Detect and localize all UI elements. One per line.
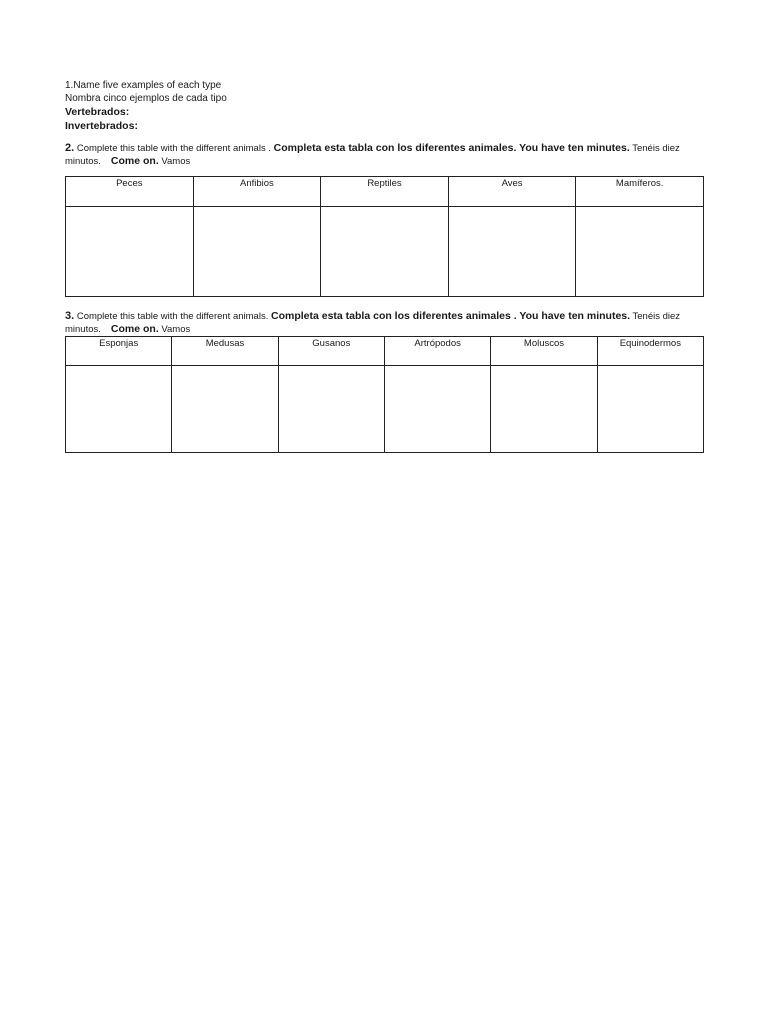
q2-number: 2.: [65, 142, 75, 154]
q1-instruction-es: Nombra cinco ejemplos de cada tipo: [65, 93, 227, 104]
header-esponjas: Esponjas: [66, 337, 172, 366]
q3-es-time: Tenéis diez: [630, 311, 681, 322]
q2-vamos: Vamos: [158, 156, 191, 167]
answer-cell-anfibios[interactable]: [193, 207, 321, 297]
answer-cell-artropodos[interactable]: [384, 366, 490, 453]
header-anfibios: Anfibios: [193, 177, 321, 207]
invertebrados-label: Invertebrados:: [65, 120, 138, 132]
q1-instruction-en: 1.Name five examples of each type: [65, 80, 222, 91]
q2-come-on: Come on.: [110, 155, 159, 167]
q3-en-prompt: Complete this table with the different animals.: [74, 311, 271, 322]
q2-line-1: [65, 142, 705, 155]
header-aves: Aves: [448, 177, 576, 207]
answer-cell-medusas[interactable]: [172, 366, 278, 453]
question-3-instruction: [65, 310, 705, 336]
q3-number: 3.: [65, 310, 75, 322]
answer-cell-esponjas[interactable]: [66, 366, 172, 453]
q2-es-prompt: Completa esta tabla con los diferentes animales. You have ten minutes.: [273, 142, 630, 154]
q3-line-2: [65, 323, 705, 336]
vertebrates-answer-row: [66, 207, 704, 297]
q3-es-prompt: Completa esta tabla con los diferentes animales . You have ten minutes.: [270, 310, 631, 322]
q3-line-1: [65, 310, 705, 323]
q2-line-2: [65, 155, 705, 168]
header-equinodermos: Equinodermos: [597, 337, 703, 366]
answer-cell-gusanos[interactable]: [278, 366, 384, 453]
header-artropodos: Artrópodos: [384, 337, 490, 366]
header-moluscos: Moluscos: [491, 337, 597, 366]
q2-es-time: Tenéis diez: [629, 143, 680, 154]
vertebrates-header-row: [66, 177, 704, 207]
question-1: [65, 79, 705, 133]
q3-vamos: Vamos: [158, 324, 191, 335]
answer-cell-reptiles[interactable]: [321, 207, 449, 297]
vertebrados-label: Vertebrados:: [65, 106, 130, 118]
q2-en-prompt: Complete this table with the different animals .: [74, 143, 274, 154]
answer-cell-peces[interactable]: [66, 207, 194, 297]
header-peces: Peces: [66, 177, 194, 207]
answer-cell-moluscos[interactable]: [491, 366, 597, 453]
q3-come-on: Come on.: [110, 323, 159, 335]
header-gusanos: Gusanos: [278, 337, 384, 366]
invertebrates-header-row: [66, 337, 704, 366]
answer-cell-mamiferos[interactable]: [576, 207, 704, 297]
header-mamiferos: Mamíferos.: [576, 177, 704, 207]
header-reptiles: Reptiles: [321, 177, 449, 207]
header-medusas: Medusas: [172, 337, 278, 366]
answer-cell-equinodermos[interactable]: [597, 366, 703, 453]
question-2-instruction: [65, 142, 705, 168]
invertebrates-table: [65, 336, 704, 453]
invertebrates-answer-row: [66, 366, 704, 453]
q2-minutos: minutos.: [65, 156, 101, 167]
q3-minutos: minutos.: [65, 324, 101, 335]
answer-cell-aves[interactable]: [448, 207, 576, 297]
worksheet-page: [65, 79, 705, 453]
vertebrates-table: [65, 176, 704, 297]
